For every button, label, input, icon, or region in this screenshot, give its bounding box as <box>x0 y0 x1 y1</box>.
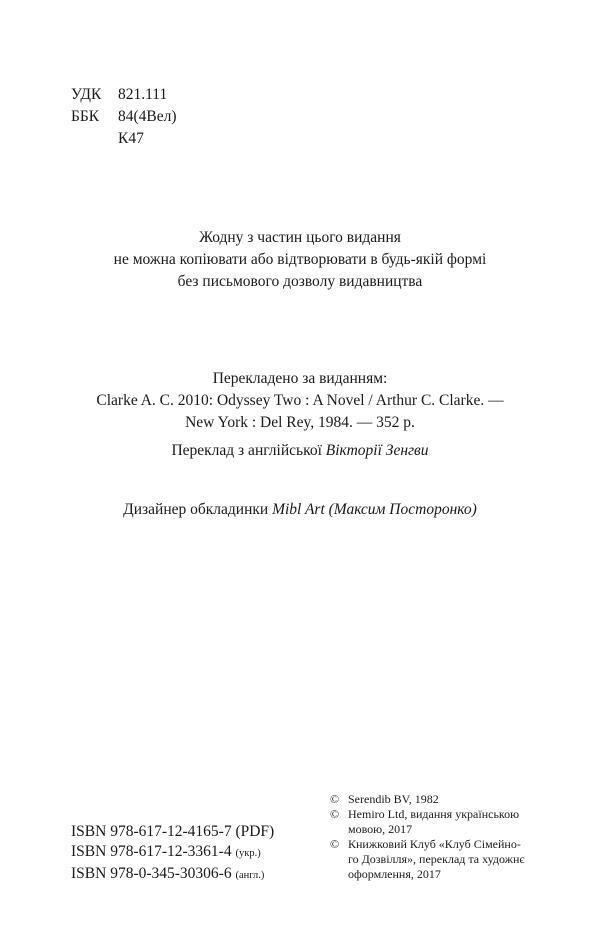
isbn-number: ISBN 978-0-345-30306-6 <box>71 865 232 882</box>
translator-name: Вікторії Зенгви <box>325 442 429 459</box>
designer-name: Mibl Art (Максим Посторонко) <box>272 501 477 518</box>
isbn-note: (укр.) <box>235 848 261 859</box>
isbn-number: ISBN 978-617-12-3361-4 <box>71 843 232 860</box>
bbk-value: 84(4Вел) <box>118 108 177 125</box>
source-edition <box>0 368 600 434</box>
copyright-line: го Дозвілля», переклад та художнє <box>348 852 525 866</box>
copyright-line: Книжковий Клуб «Клуб Сімейно- <box>348 837 521 851</box>
copy-notice-line: без письмового дозволу видавництва <box>177 273 423 290</box>
translator-prefix: Переклад з англійської <box>171 442 326 459</box>
udc-row <box>71 84 177 106</box>
udc-label: УДК <box>71 86 102 103</box>
copy-notice-line: не можна копіювати або відтворювати в будь-якій формі <box>113 251 487 268</box>
copyright-line: Serendib BV, 1982 <box>348 792 439 806</box>
isbn-line <box>71 822 274 842</box>
copyright-line: оформлення, 2017 <box>348 867 441 881</box>
copyright-notices <box>330 792 562 882</box>
copyright-entry <box>330 807 562 837</box>
udc-value: 821.111 <box>118 86 168 103</box>
copyright-symbol: © <box>330 792 340 806</box>
isbn-list <box>71 822 274 886</box>
isbn-line <box>71 864 274 886</box>
source-line: New York : Del Rey, 1984. — 352 p. <box>185 414 415 431</box>
copy-notice-line: Жодну з частин цього видання <box>199 229 401 246</box>
copyright-line: Hemiro Ltd, видання українською <box>348 807 520 821</box>
copyright-symbol: © <box>330 837 340 851</box>
copy-notice <box>0 227 600 293</box>
author-mark-row <box>71 128 177 150</box>
isbn-line <box>71 842 274 864</box>
source-line: Clarke A. C. 2010: Odyssey Two : A Novel / Arthur C. Clarke. — <box>96 392 504 409</box>
copyright-entry <box>330 792 562 807</box>
isbn-number: ISBN 978-617-12-4165-7 (PDF) <box>71 823 275 840</box>
bbk-label: ББК <box>71 108 100 125</box>
copyright-line: мовою, 2017 <box>348 822 413 836</box>
translator-credit <box>0 440 600 462</box>
copyright-entry <box>330 837 562 882</box>
designer-prefix: Дизайнер обкладинки <box>123 501 273 518</box>
designer-credit <box>0 499 600 521</box>
classification-codes <box>71 84 177 150</box>
author-mark-label <box>71 128 118 150</box>
bbk-row <box>71 106 177 128</box>
author-mark-value: К47 <box>118 130 144 147</box>
copyright-symbol: © <box>330 807 340 821</box>
isbn-note: (англ.) <box>235 870 265 881</box>
source-heading: Перекладено за виданням: <box>212 370 388 387</box>
